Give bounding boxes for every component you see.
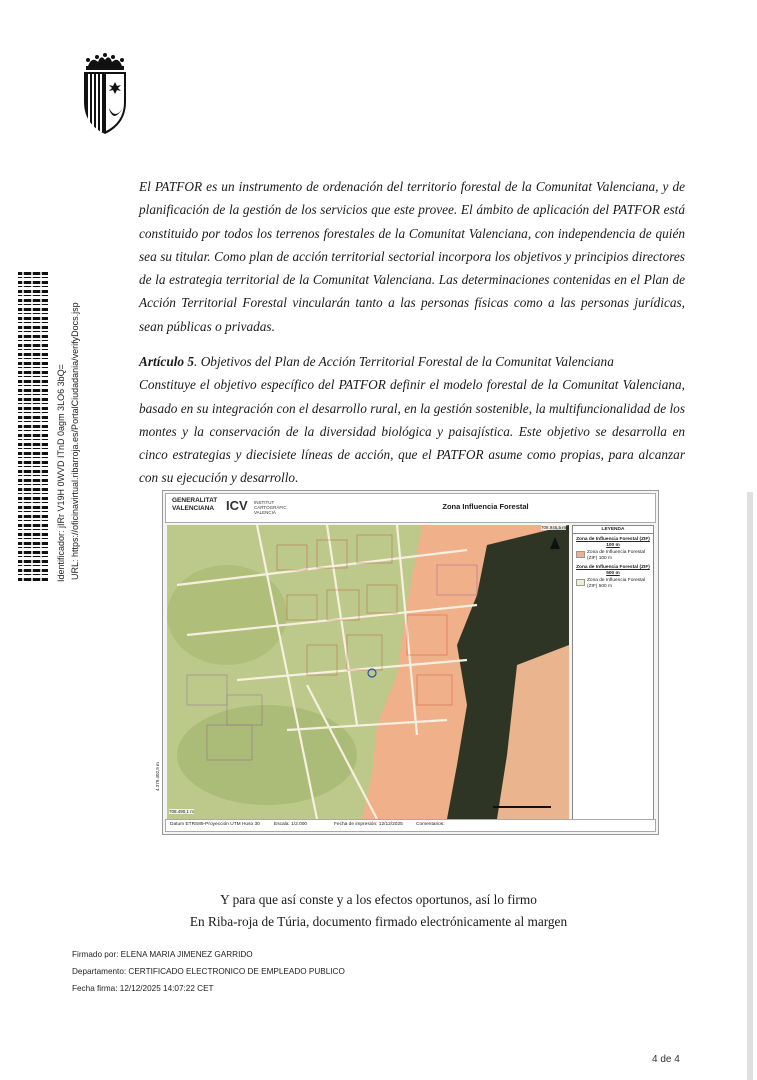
article-label: Artículo 5	[139, 354, 195, 369]
map-scale: Escala: 1/2.000	[274, 822, 308, 827]
municipal-crest-logo	[80, 52, 130, 136]
closing-line-2: En Riba-roja de Túria, documento firmado electrónicamente al margen	[189, 914, 568, 929]
signature-date: Fecha firma: 12/12/2025 14:07:22 CET	[72, 984, 214, 993]
coord-bottom: 708.490,1 m	[169, 809, 195, 814]
map-image	[167, 525, 569, 819]
map-legend	[572, 525, 654, 821]
generalitat-logo: GENERALITAT VALENCIANA	[172, 497, 218, 512]
verification-url[interactable]: URL: https://oficinavirtual.ribarroja.es/PortalCiudadania/verifyDocs.jsp	[70, 302, 80, 580]
swatch-zif-500	[576, 579, 585, 586]
icv-logo: ICV	[226, 498, 248, 513]
legend-item-500: Zona de Influencia Forestal (ZIF) 500 m	[573, 577, 653, 590]
icv-subtitle: INSTITUT CARTOGRÀFIC VALENCIÀ	[254, 500, 287, 515]
forest-influence-map	[155, 490, 659, 835]
swatch-zif-100	[576, 551, 585, 558]
closing-line-1: Y para que así conste y a los efectos oportunos, así lo firmo	[220, 892, 537, 907]
map-title: Zona Influencia Forestal	[442, 502, 529, 511]
signed-by: Firmado por: ELENA MARIA JIMENEZ GARRIDO	[72, 950, 253, 959]
document-identifier: Identificador: jIRr V19H 0WVD ITnD 0agm 3LO6 3bQ=	[56, 364, 66, 582]
paragraph-patfor-intro: El PATFOR es un instrumento de ordenación del territorio forestal de la Comunitat Valenciana, y de planificación de la gestión de los servicios que este provee. El ámbito de aplicación del PATFOR está constituido por todos los terrenos forestales de la Comunitat Valenciana, con independencia de quién sea su titular. Como plan de acción territorial sectorial incorpora los objetivos y principios directores de la estrategia territorial de la Comunitat Valenciana. Las determinaciones contenidas en el Plan de Acción Territorial Forestal vincularán tanto a las personas físicas como a las personas jurídicas, sean públicas o privadas.	[139, 179, 685, 334]
article-5-paragraph: Constituye el objetivo específico del PATFOR definir el modelo forestal de la Comunitat Valenciana, basado en su integración con el desarrollo rural, en la gestión sostenible, la multifuncionalidad de los montes y la conservación de la diversidad biológica y paisajística. Este objetivo se desarrolla en cinco estrategias y diecisiete líneas de acción, que el PATFOR asume como propias, para alcanzar con su ejecución y desarrollo.	[139, 377, 685, 486]
vertical-scrollbar[interactable]	[747, 492, 753, 1080]
legend-title: LEYENDA	[573, 526, 653, 534]
legend-item-100: Zona de Influencia Forestal (ZIF) 100 m	[573, 549, 653, 562]
article-title: . Objetivos del Plan de Acción Territorial Forestal de la Comunitat Valenciana	[194, 354, 614, 369]
map-footer	[165, 819, 656, 832]
map-header	[165, 493, 656, 523]
map-comments: Comentarios:	[416, 822, 445, 827]
verification-barcode	[18, 272, 48, 582]
article-5-section	[139, 350, 685, 490]
page-number: 4 de 4	[652, 1054, 680, 1065]
legend-group-500: Zona de Influencia Forestal (ZIF) 500 m	[576, 565, 650, 576]
coord-left: 4.379.402,9 m	[155, 762, 160, 791]
signer-department: Departamento: CERTIFICADO ELECTRONICO DE EMPLEADO PUBLICO	[72, 967, 345, 976]
map-datum: Datum ETRS89-Proyección UTM Huso 30	[170, 822, 260, 827]
legend-group-100: Zona de Influencia Forestal (ZIF) 100 m	[576, 537, 650, 548]
map-print-date: Fecha de impresión: 12/12/2025	[334, 822, 403, 827]
coord-top: 708.946,5 m	[541, 525, 567, 530]
